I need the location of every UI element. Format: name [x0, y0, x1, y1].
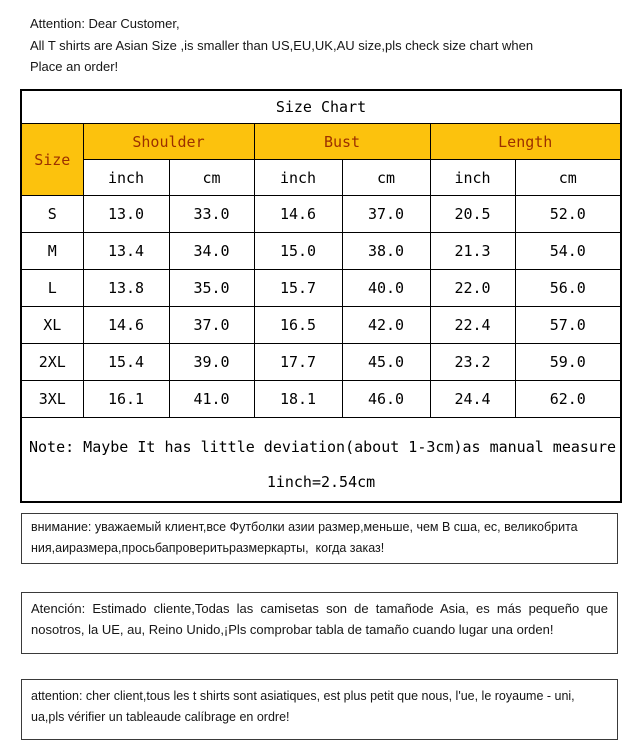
value-cell: 20.5: [430, 196, 515, 233]
size-label: L: [21, 270, 83, 307]
unit-header: cm: [342, 160, 430, 196]
table-row: [21, 381, 621, 418]
table-row: [21, 270, 621, 307]
size-chart-table: [20, 89, 622, 503]
value-cell: 16.1: [83, 381, 169, 418]
note-line-2: 1inch=2.54cm: [266, 472, 376, 491]
unit-header: inch: [254, 160, 342, 196]
table-unit-header-row: [21, 160, 621, 196]
size-label: 3XL: [21, 381, 83, 418]
size-label: 2XL: [21, 344, 83, 381]
value-cell: 33.0: [169, 196, 254, 233]
note-line-1: Note: Maybe It has little deviation(about 1-3cm)as manual measure: [29, 437, 616, 456]
shoulder-group-header: Shoulder: [83, 124, 254, 160]
value-cell: 45.0: [342, 344, 430, 381]
value-cell: 16.5: [254, 307, 342, 344]
value-cell: 62.0: [515, 381, 621, 418]
value-cell: 52.0: [515, 196, 621, 233]
value-cell: 59.0: [515, 344, 621, 381]
russian-notice-line: ния,аиразмера,просьбапроверитьразмеркарты, когда заказ!: [31, 540, 385, 555]
attention-line: Attention: Dear Customer,: [30, 16, 180, 31]
unit-header: inch: [83, 160, 169, 196]
size-label: XL: [21, 307, 83, 344]
size-label: S: [21, 196, 83, 233]
value-cell: 23.2: [430, 344, 515, 381]
unit-header: inch: [430, 160, 515, 196]
value-cell: 18.1: [254, 381, 342, 418]
value-cell: 15.4: [83, 344, 169, 381]
value-cell: 37.0: [342, 196, 430, 233]
value-cell: 37.0: [169, 307, 254, 344]
attention-line: All T shirts are Asian Size ,is smaller than US,EU,UK,AU size,pls check size chart when: [30, 37, 534, 53]
spanish-notice-line: Atención: Estimado cliente,Todas las camisetas son de tamañode Asia, es más pequeño que: [31, 600, 608, 616]
bust-group-header: Bust: [254, 124, 430, 160]
size-chart-title: Size Chart: [21, 90, 621, 124]
table-row: [21, 344, 621, 381]
length-group-header: Length: [430, 124, 621, 160]
value-cell: 56.0: [515, 270, 621, 307]
table-title-row: [21, 90, 621, 124]
size-label: M: [21, 233, 83, 270]
value-cell: 24.4: [430, 381, 515, 418]
value-cell: 13.4: [83, 233, 169, 270]
russian-notice: [21, 513, 618, 564]
spanish-notice: [21, 592, 618, 654]
spanish-notice-line: nosotros, la UE, au, Reino Unido,¡Pls comprobar tabla de tamaño cuando lugar una orden!: [31, 621, 554, 637]
attention-notice: [0, 0, 630, 78]
value-cell: 14.6: [83, 307, 169, 344]
value-cell: 35.0: [169, 270, 254, 307]
french-notice-line: ua,pls vérifier un tableaude calíbrage en ordre!: [31, 709, 290, 724]
value-cell: 57.0: [515, 307, 621, 344]
value-cell: 38.0: [342, 233, 430, 270]
value-cell: 41.0: [169, 381, 254, 418]
value-cell: 40.0: [342, 270, 430, 307]
table-group-header-row: [21, 124, 621, 160]
value-cell: 46.0: [342, 381, 430, 418]
value-cell: 14.6: [254, 196, 342, 233]
value-cell: 13.8: [83, 270, 169, 307]
value-cell: 42.0: [342, 307, 430, 344]
table-row: [21, 233, 621, 270]
value-cell: 39.0: [169, 344, 254, 381]
size-column-header: Size: [21, 124, 83, 196]
value-cell: 22.4: [430, 307, 515, 344]
russian-notice-line: внимание: уважаемый клиент,все Футболки азии размер,меньше, чем В сша, ес, великобрита: [31, 519, 578, 534]
value-cell: 15.0: [254, 233, 342, 270]
value-cell: 21.3: [430, 233, 515, 270]
table-row: [21, 196, 621, 233]
table-note-row: [21, 418, 621, 502]
value-cell: 15.7: [254, 270, 342, 307]
value-cell: 13.0: [83, 196, 169, 233]
table-row: [21, 307, 621, 344]
unit-header: cm: [515, 160, 621, 196]
attention-line: Place an order!: [30, 59, 119, 74]
value-cell: 54.0: [515, 233, 621, 270]
french-notice-line: attention: cher client,tous les t shirts sont asiatiques, est plus petit que nous, l'ue, le royaume - uni,: [31, 688, 575, 703]
unit-header: cm: [169, 160, 254, 196]
value-cell: 17.7: [254, 344, 342, 381]
french-notice: [21, 679, 618, 740]
value-cell: 34.0: [169, 233, 254, 270]
value-cell: 22.0: [430, 270, 515, 307]
